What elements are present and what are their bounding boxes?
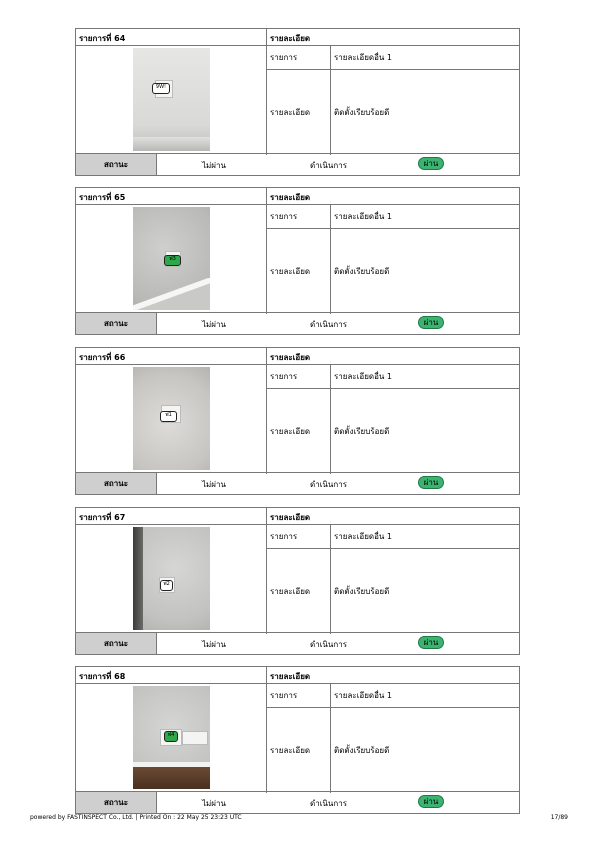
inspection-photo[interactable] [133, 686, 210, 789]
status-label: สถานะ [76, 313, 157, 334]
detail-label: รายละเอียด [267, 708, 331, 793]
photo-cell [76, 684, 267, 793]
item-row [267, 365, 519, 389]
status-fail-option[interactable]: ไม่ผ่าน [202, 320, 226, 329]
detail-row [267, 229, 519, 314]
status-row [76, 472, 519, 494]
status-row [76, 312, 519, 334]
entry-title: รายการที่ 66 [76, 348, 267, 365]
photo-cell [76, 46, 267, 155]
inspection-photo[interactable] [133, 48, 210, 151]
detail-label: รายละเอียด [267, 549, 331, 634]
status-row [76, 632, 519, 654]
entry-title: รายการที่ 68 [76, 667, 267, 684]
inspection-photo[interactable] [133, 207, 210, 310]
page-number: 17/89 [550, 814, 568, 821]
item-value: รายละเอียดอื่น 1 [334, 372, 393, 381]
detail-row [267, 708, 519, 793]
status-pass-badge[interactable]: ผ่าน [418, 476, 444, 489]
photo-label-tag: ฟ2 [160, 580, 173, 591]
item-value: รายละเอียดอื่น 1 [334, 691, 393, 700]
inspection-entry [75, 347, 520, 495]
photo-label-tag: 9W! [152, 83, 170, 94]
status-fail-option[interactable]: ไม่ผ่าน [202, 480, 226, 489]
details-header: รายละเอียด [267, 348, 519, 365]
status-in-progress-option[interactable]: ดำเนินการ [310, 480, 347, 489]
item-label: รายการ [267, 46, 331, 69]
item-row [267, 525, 519, 549]
status-fail-option[interactable]: ไม่ผ่าน [202, 161, 226, 170]
detail-row [267, 70, 519, 155]
status-in-progress-option[interactable]: ดำเนินการ [310, 161, 347, 170]
inspection-entry [75, 507, 520, 655]
item-label: รายการ [267, 684, 331, 707]
details-header: รายละเอียด [267, 29, 519, 46]
inspection-entry [75, 28, 520, 176]
status-row [76, 791, 519, 813]
photo-label-tag: ฟ3 [164, 255, 181, 266]
detail-label: รายละเอียด [267, 70, 331, 155]
detail-value: ติดตั้งเรียบร้อยดี [334, 108, 390, 117]
photo-label-tag: ฟ4 [164, 731, 178, 742]
detail-value: ติดตั้งเรียบร้อยดี [334, 587, 390, 596]
detail-row [267, 549, 519, 634]
entry-title: รายการที่ 64 [76, 29, 267, 46]
photo-cell [76, 365, 267, 474]
item-value: รายละเอียดอื่น 1 [334, 53, 393, 62]
status-fail-option[interactable]: ไม่ผ่าน [202, 640, 226, 649]
photo-cell [76, 525, 267, 634]
detail-row [267, 389, 519, 474]
item-row [267, 46, 519, 70]
item-value: รายละเอียดอื่น 1 [334, 532, 393, 541]
footer-printed-info: powered by FASTINSPECT Co., Ltd. | Printed On : 22 May 25 23:23 UTC [30, 814, 242, 821]
item-row [267, 684, 519, 708]
detail-value: ติดตั้งเรียบร้อยดี [334, 267, 390, 276]
status-pass-badge[interactable]: ผ่าน [418, 157, 444, 170]
status-pass-badge[interactable]: ผ่าน [418, 636, 444, 649]
inspection-entry [75, 187, 520, 335]
details-header: รายละเอียด [267, 667, 519, 684]
photo-label-tag: ฟ1 [160, 411, 177, 422]
inspection-entry [75, 666, 520, 814]
item-label: รายการ [267, 525, 331, 548]
inspection-photo[interactable] [133, 527, 210, 630]
entry-title: รายการที่ 65 [76, 188, 267, 205]
details-header: รายละเอียด [267, 188, 519, 205]
status-label: สถานะ [76, 633, 157, 654]
inspection-photo[interactable] [133, 367, 210, 470]
photo-cell [76, 205, 267, 314]
item-label: รายการ [267, 365, 331, 388]
status-fail-option[interactable]: ไม่ผ่าน [202, 799, 226, 808]
detail-label: รายละเอียด [267, 389, 331, 474]
item-label: รายการ [267, 205, 331, 228]
detail-label: รายละเอียด [267, 229, 331, 314]
details-header: รายละเอียด [267, 508, 519, 525]
detail-value: ติดตั้งเรียบร้อยดี [334, 746, 390, 755]
status-label: สถานะ [76, 792, 157, 813]
status-row [76, 153, 519, 175]
status-in-progress-option[interactable]: ดำเนินการ [310, 320, 347, 329]
status-pass-badge[interactable]: ผ่าน [418, 795, 444, 808]
status-in-progress-option[interactable]: ดำเนินการ [310, 799, 347, 808]
detail-value: ติดตั้งเรียบร้อยดี [334, 427, 390, 436]
item-value: รายละเอียดอื่น 1 [334, 212, 393, 221]
status-label: สถานะ [76, 473, 157, 494]
status-pass-badge[interactable]: ผ่าน [418, 316, 444, 329]
status-label: สถานะ [76, 154, 157, 175]
status-in-progress-option[interactable]: ดำเนินการ [310, 640, 347, 649]
entry-title: รายการที่ 67 [76, 508, 267, 525]
item-row [267, 205, 519, 229]
